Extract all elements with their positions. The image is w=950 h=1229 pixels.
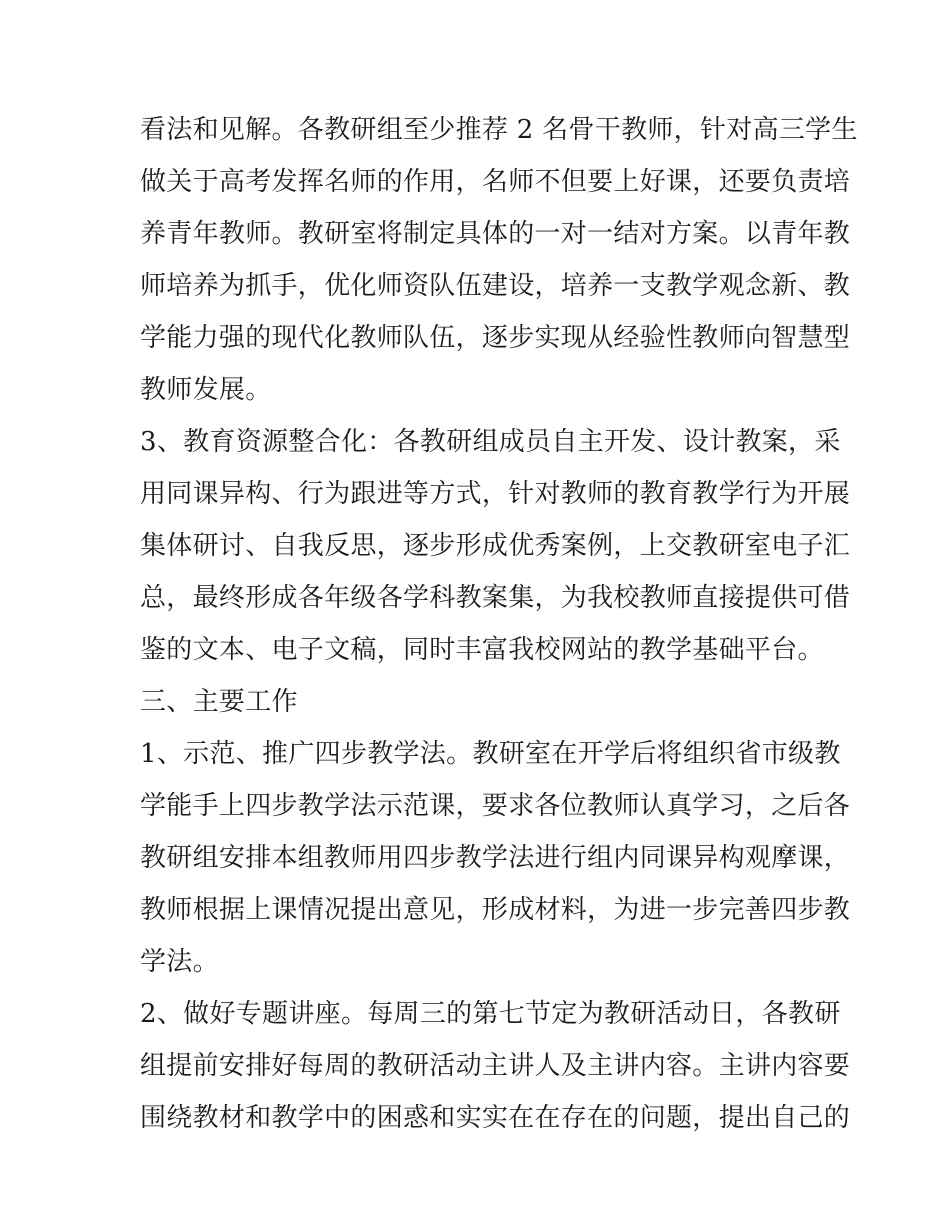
text-line: 组提前安排好每周的教研活动主讲人及主讲内容。主讲内容要	[140, 1051, 851, 1081]
text-line: 学法。	[140, 947, 219, 977]
text-line: 围绕教材和教学中的困惑和实实在在存在的问题，提出自己的	[140, 1103, 851, 1133]
text-line: 师培养为抓手，优化师资队伍建设，培养一支教学观念新、教	[140, 271, 851, 301]
text-line: 总，最终形成各年级各学科教案集，为我校教师直接提供可借	[140, 583, 851, 613]
text-line: 用同课异构、行为跟进等方式，针对教师的教育教学行为开展	[140, 479, 851, 509]
text-line: 1、示范、推广四步教学法。教研室在开学后将组织省市级教	[140, 739, 841, 769]
text-line: 教研组安排本组教师用四步教学法进行组内同课异构观摩课，	[140, 843, 851, 873]
text-line: 集体研讨、自我反思，逐步形成优秀案例，上交教研室电子汇	[140, 531, 851, 561]
text-line: 养青年教师。教研室将制定具体的一对一结对方案。以青年教	[140, 219, 851, 249]
text-line: 学能手上四步教学法示范课，要求各位教师认真学习，之后各	[140, 791, 851, 821]
text-line: 学能力强的现代化教师队伍，逐步实现从经验性教师向智慧型	[140, 323, 851, 353]
text-line: 做关于高考发挥名师的作用，名师不但要上好课，还要负责培	[140, 167, 851, 197]
text-line: 看法和见解。各教研组至少推荐 2 名骨干教师，针对高三学生	[140, 115, 858, 145]
text-line: 教师根据上课情况提出意见，形成材料，为进一步完善四步教	[140, 895, 851, 925]
text-line: 2、做好专题讲座。每周三的第七节定为教研活动日，各教研	[140, 999, 841, 1029]
text-line: 教师发展。	[140, 375, 272, 405]
text-line: 鉴的文本、电子文稿，同时丰富我校网站的教学基础平台。	[140, 635, 824, 665]
text-line: 3、教育资源整合化：各教研组成员自主开发、设计教案，采	[140, 427, 841, 457]
section-heading: 三、主要工作	[140, 687, 298, 717]
